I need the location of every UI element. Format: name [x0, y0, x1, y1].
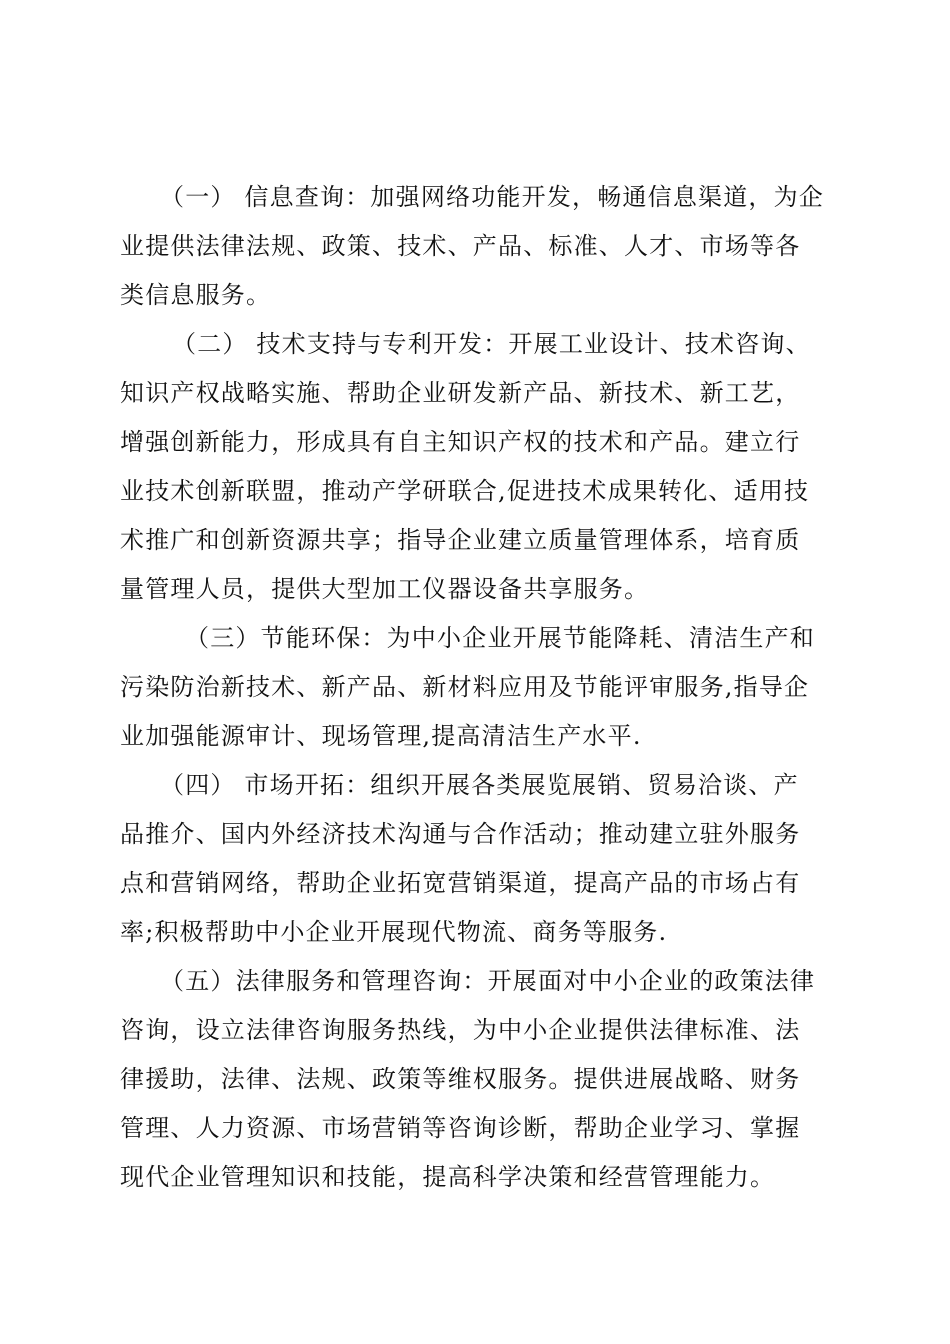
paragraph-line: （一） 信息查询：加强网络功能开发，畅通信息渠道，为企	[160, 183, 825, 211]
paragraph-line: 律援助，法律、法规、政策等维权服务。提供进展战略、财务	[120, 1065, 801, 1093]
paragraph-line: 术推广和创新资源共享；指导企业建立质量管理体系，培育质	[120, 526, 801, 554]
paragraph-line: 现代企业管理知识和技能，提高科学决策和经营管理能力。	[120, 1163, 776, 1191]
paragraph-line: （二） 技术支持与专利开发：开展工业设计、技术咨询、	[172, 330, 811, 358]
paragraph-line: 增强创新能力，形成具有自主知识产权的技术和产品。建立行	[120, 428, 801, 456]
paragraph-line: 业技术创新联盟，推动产学研联合,促进技术成果转化、适用技	[120, 477, 810, 505]
paragraph-line: 业加强能源审计、现场管理,提高清洁生产水平.	[120, 722, 642, 750]
paragraph-line: 知识产权战略实施、帮助企业研发新产品、新技术、新工艺，	[120, 379, 801, 407]
paragraph-line: 污染防治新技术、新产品、新材料应用及节能评审服务,指导企	[120, 673, 810, 701]
paragraph-line: （三）节能环保：为中小企业开展节能降耗、清洁生产和	[185, 624, 815, 652]
paragraph-line: 业提供法律法规、政策、技术、产品、标准、人才、市场等各	[120, 232, 801, 260]
paragraph-line: （五）法律服务和管理咨询：开展面对中小企业的政策法律	[160, 967, 816, 995]
paragraph-line: 管理、人力资源、市场营销等咨询诊断，帮助企业学习、掌握	[120, 1114, 801, 1142]
paragraph-line: 品推介、国内外经济技术沟通与合作活动；推动建立驻外服务	[120, 820, 801, 848]
paragraph-line: 率;积极帮助中小企业开展现代物流、商务等服务.	[120, 918, 668, 946]
paragraph-line: （四） 市场开拓：组织开展各类展览展销、贸易洽谈、产	[160, 771, 799, 799]
paragraph-line: 量管理人员，提供大型加工仪器设备共享服务。	[120, 575, 650, 603]
paragraph-line: 咨询，设立法律咨询服务热线，为中小企业提供法律标准、法	[120, 1016, 801, 1044]
paragraph-line: 点和营销网络，帮助企业拓宽营销渠道，提高产品的市场占有	[120, 869, 801, 897]
paragraph-line: 类信息服务。	[120, 281, 272, 309]
